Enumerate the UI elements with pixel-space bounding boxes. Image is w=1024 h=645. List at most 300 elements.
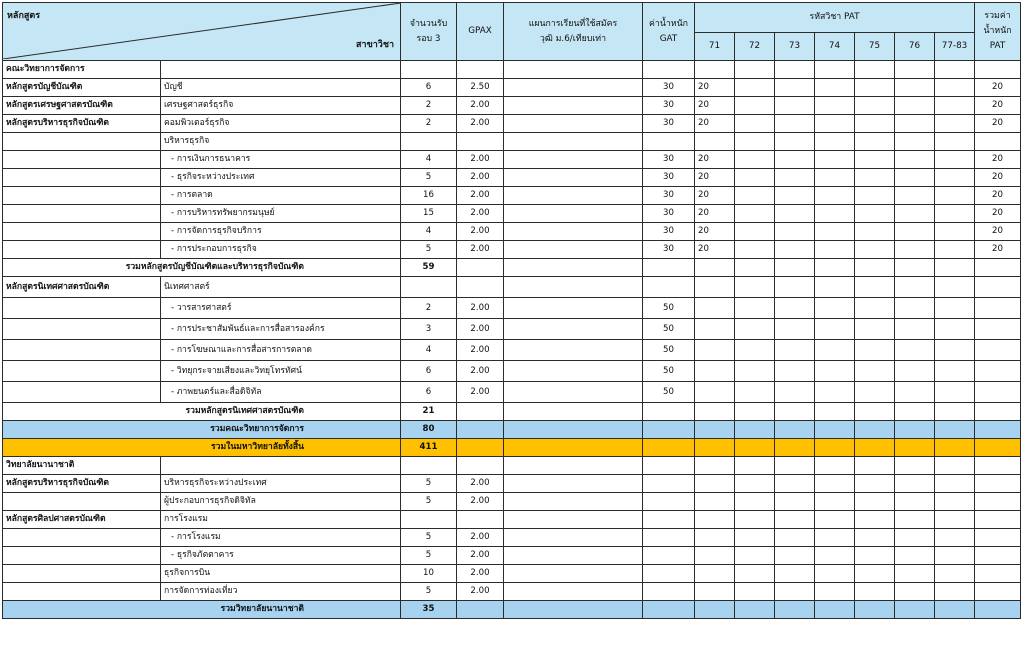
header-program: หลักสูตร bbox=[7, 11, 41, 21]
table-row bbox=[3, 439, 1021, 457]
table-row bbox=[3, 277, 1021, 298]
empty-cell bbox=[504, 601, 643, 619]
pat-cell bbox=[935, 79, 975, 97]
pat-cell bbox=[935, 241, 975, 259]
major-cell: ธุรกิจการบิน bbox=[161, 565, 401, 583]
empty-cell bbox=[504, 259, 643, 277]
pat-cell bbox=[815, 151, 855, 169]
major-cell: - วารสารศาสตร์ bbox=[161, 298, 401, 319]
pat-cell bbox=[855, 277, 895, 298]
plan-cell bbox=[504, 493, 643, 511]
table-row bbox=[3, 61, 1021, 79]
table-row bbox=[3, 79, 1021, 97]
pat-cell bbox=[775, 79, 815, 97]
empty-cell bbox=[895, 439, 935, 457]
major-cell: เศรษฐศาสตร์ธุรกิจ bbox=[161, 97, 401, 115]
total-quota-cell: 59 bbox=[401, 259, 457, 277]
empty-cell bbox=[695, 601, 735, 619]
header-plan-line1: แผนการเรียนที่ใช้สมัคร bbox=[528, 18, 618, 29]
total-label: รวมหลักสูตรบัญชีบัณฑิตและบริหารธุรกิจบัณฑิต bbox=[3, 259, 401, 277]
pat-cell bbox=[855, 511, 895, 529]
pat-cell bbox=[935, 205, 975, 223]
pat71-cell bbox=[695, 529, 735, 547]
program-cell: หลักสูตรนิเทศศาสตรบัณฑิต bbox=[3, 277, 161, 298]
pat71-cell bbox=[695, 361, 735, 382]
total-label: รวมในมหาวิทยาลัยทั้งสิ้น bbox=[3, 439, 401, 457]
gpax-cell: 2.00 bbox=[457, 205, 504, 223]
pat-cell bbox=[775, 169, 815, 187]
header-pat-code: 77-83 bbox=[935, 33, 975, 61]
pat-cell bbox=[735, 340, 775, 361]
diagonal-divider bbox=[3, 3, 401, 59]
pat-cell bbox=[895, 61, 935, 79]
pat-cell bbox=[855, 187, 895, 205]
pat-cell bbox=[815, 298, 855, 319]
pat-total-cell bbox=[975, 583, 1021, 601]
quota-cell: 6 bbox=[401, 382, 457, 403]
pat-total-cell: 20 bbox=[975, 205, 1021, 223]
pat-cell bbox=[815, 511, 855, 529]
program-cell bbox=[3, 565, 161, 583]
pat71-cell: 20 bbox=[695, 169, 735, 187]
pat-cell bbox=[935, 583, 975, 601]
empty-cell bbox=[504, 439, 643, 457]
major-cell bbox=[161, 61, 401, 79]
table-row bbox=[3, 601, 1021, 619]
pat-cell bbox=[855, 361, 895, 382]
gpax-cell: 2.00 bbox=[457, 223, 504, 241]
pat-cell bbox=[735, 241, 775, 259]
pat-total-cell: 20 bbox=[975, 187, 1021, 205]
header-pat-code: 75 bbox=[855, 33, 895, 61]
plan-cell bbox=[504, 529, 643, 547]
empty-cell bbox=[855, 421, 895, 439]
pat-cell bbox=[855, 547, 895, 565]
program-cell bbox=[3, 529, 161, 547]
gpax-cell: 2.00 bbox=[457, 529, 504, 547]
major-cell: บริหารธุรกิจระหว่างประเทศ bbox=[161, 475, 401, 493]
pat-cell bbox=[775, 340, 815, 361]
empty-cell bbox=[895, 421, 935, 439]
pat-cell bbox=[815, 169, 855, 187]
pat-cell bbox=[815, 475, 855, 493]
total-quota-cell: 35 bbox=[401, 601, 457, 619]
quota-cell: 10 bbox=[401, 565, 457, 583]
pat-cell bbox=[895, 511, 935, 529]
pat-cell bbox=[815, 319, 855, 340]
pat-total-cell: 20 bbox=[975, 97, 1021, 115]
pat-total-cell bbox=[975, 565, 1021, 583]
pat-cell bbox=[855, 151, 895, 169]
header-pat-total-line1: รวมค่า bbox=[984, 11, 1011, 21]
header-pat-code: 76 bbox=[895, 33, 935, 61]
pat-cell bbox=[855, 319, 895, 340]
quota-cell: 3 bbox=[401, 319, 457, 340]
empty-cell bbox=[695, 403, 735, 421]
empty-cell bbox=[815, 439, 855, 457]
gat-cell bbox=[643, 277, 695, 298]
gat-cell: 50 bbox=[643, 361, 695, 382]
pat-cell bbox=[815, 547, 855, 565]
pat-total-cell: 20 bbox=[975, 241, 1021, 259]
major-cell: - การจัดการธุรกิจบริการ bbox=[161, 223, 401, 241]
pat-cell bbox=[855, 79, 895, 97]
pat-cell bbox=[775, 277, 815, 298]
pat-cell bbox=[935, 169, 975, 187]
program-cell bbox=[3, 382, 161, 403]
pat-cell bbox=[895, 223, 935, 241]
plan-cell bbox=[504, 277, 643, 298]
pat-total-cell: 20 bbox=[975, 169, 1021, 187]
major-cell: ผู้ประกอบการธุรกิจดิจิทัล bbox=[161, 493, 401, 511]
quota-cell: 5 bbox=[401, 529, 457, 547]
gpax-cell bbox=[457, 133, 504, 151]
pat-total-cell bbox=[975, 361, 1021, 382]
pat-total-cell: 20 bbox=[975, 79, 1021, 97]
empty-cell bbox=[457, 421, 504, 439]
major-cell: - วิทยุกระจายเสียงและวิทยุโทรทัศน์ bbox=[161, 361, 401, 382]
table-row bbox=[3, 259, 1021, 277]
total-label: รวมหลักสูตรนิเทศศาสตรบัณฑิต bbox=[3, 403, 401, 421]
pat-cell bbox=[735, 187, 775, 205]
pat-cell bbox=[895, 205, 935, 223]
empty-cell bbox=[895, 601, 935, 619]
pat-cell bbox=[735, 565, 775, 583]
pat-cell bbox=[935, 223, 975, 241]
empty-cell bbox=[895, 259, 935, 277]
gpax-cell bbox=[457, 277, 504, 298]
plan-cell bbox=[504, 547, 643, 565]
pat-cell bbox=[735, 493, 775, 511]
plan-cell bbox=[504, 169, 643, 187]
pat-cell bbox=[895, 319, 935, 340]
quota-cell bbox=[401, 277, 457, 298]
pat71-cell bbox=[695, 475, 735, 493]
quota-cell: 6 bbox=[401, 361, 457, 382]
pat-cell bbox=[935, 382, 975, 403]
pat-cell bbox=[895, 361, 935, 382]
pat-cell bbox=[855, 223, 895, 241]
pat-cell bbox=[815, 340, 855, 361]
pat-cell bbox=[895, 97, 935, 115]
pat-cell bbox=[895, 151, 935, 169]
program-cell bbox=[3, 493, 161, 511]
quota-cell: 5 bbox=[401, 547, 457, 565]
table-row bbox=[3, 511, 1021, 529]
empty-cell bbox=[775, 439, 815, 457]
pat71-cell bbox=[695, 61, 735, 79]
table-row bbox=[3, 421, 1021, 439]
program-cell: หลักสูตรศิลปศาสตรบัณฑิต bbox=[3, 511, 161, 529]
pat-cell bbox=[735, 298, 775, 319]
pat-cell bbox=[775, 457, 815, 475]
pat-cell bbox=[895, 79, 935, 97]
program-cell: วิทยาลัยนานาชาติ bbox=[3, 457, 161, 475]
plan-cell bbox=[504, 187, 643, 205]
pat-cell bbox=[815, 97, 855, 115]
pat-cell bbox=[735, 61, 775, 79]
table-row bbox=[3, 583, 1021, 601]
pat-cell bbox=[815, 79, 855, 97]
pat-cell bbox=[815, 133, 855, 151]
gat-cell bbox=[643, 133, 695, 151]
pat-cell bbox=[775, 493, 815, 511]
header-pat-code: 72 bbox=[735, 33, 775, 61]
pat-cell bbox=[895, 565, 935, 583]
header-quota bbox=[401, 3, 457, 61]
pat-cell bbox=[855, 529, 895, 547]
pat-cell bbox=[855, 61, 895, 79]
pat-total-cell bbox=[975, 457, 1021, 475]
pat71-cell: 20 bbox=[695, 97, 735, 115]
empty-cell bbox=[975, 439, 1021, 457]
pat-cell bbox=[815, 61, 855, 79]
gat-cell: 30 bbox=[643, 169, 695, 187]
quota-cell bbox=[401, 133, 457, 151]
table-row bbox=[3, 133, 1021, 151]
table-row bbox=[3, 205, 1021, 223]
plan-cell bbox=[504, 583, 643, 601]
program-cell: คณะวิทยาการจัดการ bbox=[3, 61, 161, 79]
pat-cell bbox=[815, 382, 855, 403]
gat-cell: 30 bbox=[643, 115, 695, 133]
gpax-cell: 2.00 bbox=[457, 340, 504, 361]
table-row bbox=[3, 457, 1021, 475]
empty-cell bbox=[975, 403, 1021, 421]
gat-cell: 30 bbox=[643, 151, 695, 169]
pat-cell bbox=[895, 382, 935, 403]
empty-cell bbox=[975, 259, 1021, 277]
pat-cell bbox=[735, 583, 775, 601]
pat-cell bbox=[855, 340, 895, 361]
major-cell: การจัดการท่องเที่ยว bbox=[161, 583, 401, 601]
empty-cell bbox=[457, 601, 504, 619]
pat71-cell bbox=[695, 511, 735, 529]
table-row bbox=[3, 115, 1021, 133]
pat-cell bbox=[775, 298, 815, 319]
pat-cell bbox=[735, 205, 775, 223]
pat-cell bbox=[815, 529, 855, 547]
empty-cell bbox=[975, 421, 1021, 439]
major-cell bbox=[161, 457, 401, 475]
plan-cell bbox=[504, 151, 643, 169]
plan-cell bbox=[504, 457, 643, 475]
plan-cell bbox=[504, 61, 643, 79]
pat-total-cell: 20 bbox=[975, 223, 1021, 241]
pat-cell bbox=[855, 241, 895, 259]
header-program-major bbox=[3, 3, 401, 61]
empty-cell bbox=[815, 421, 855, 439]
quota-cell: 16 bbox=[401, 187, 457, 205]
pat-cell bbox=[935, 340, 975, 361]
pat-cell bbox=[775, 361, 815, 382]
pat-cell bbox=[935, 475, 975, 493]
gat-cell: 50 bbox=[643, 340, 695, 361]
program-cell bbox=[3, 298, 161, 319]
table-row bbox=[3, 403, 1021, 421]
program-cell bbox=[3, 340, 161, 361]
gpax-cell bbox=[457, 511, 504, 529]
pat-cell bbox=[935, 187, 975, 205]
pat-cell bbox=[775, 241, 815, 259]
pat-cell bbox=[815, 565, 855, 583]
pat-cell bbox=[815, 457, 855, 475]
pat-cell bbox=[815, 205, 855, 223]
empty-cell bbox=[643, 259, 695, 277]
gat-cell bbox=[643, 61, 695, 79]
gat-cell: 50 bbox=[643, 298, 695, 319]
plan-cell bbox=[504, 115, 643, 133]
pat-cell bbox=[895, 457, 935, 475]
pat-cell bbox=[775, 61, 815, 79]
gpax-cell: 2.00 bbox=[457, 493, 504, 511]
pat-cell bbox=[735, 382, 775, 403]
plan-cell bbox=[504, 241, 643, 259]
header-pat-code: 71 bbox=[695, 33, 735, 61]
plan-cell bbox=[504, 298, 643, 319]
pat-cell bbox=[895, 547, 935, 565]
quota-cell: 2 bbox=[401, 97, 457, 115]
empty-cell bbox=[855, 259, 895, 277]
header-gat-line1: ค่าน้ำหนัก bbox=[649, 18, 688, 29]
pat71-cell: 20 bbox=[695, 223, 735, 241]
empty-cell bbox=[643, 439, 695, 457]
pat71-cell: 20 bbox=[695, 151, 735, 169]
empty-cell bbox=[815, 259, 855, 277]
quota-cell: 15 bbox=[401, 205, 457, 223]
table-row bbox=[3, 529, 1021, 547]
pat-cell bbox=[815, 115, 855, 133]
plan-cell bbox=[504, 475, 643, 493]
pat-cell bbox=[855, 205, 895, 223]
pat71-cell bbox=[695, 547, 735, 565]
empty-cell bbox=[735, 421, 775, 439]
pat71-cell bbox=[695, 457, 735, 475]
gpax-cell: 2.00 bbox=[457, 187, 504, 205]
gpax-cell: 2.00 bbox=[457, 382, 504, 403]
quota-cell bbox=[401, 61, 457, 79]
table-row bbox=[3, 475, 1021, 493]
pat-cell bbox=[895, 529, 935, 547]
pat-cell bbox=[935, 277, 975, 298]
major-cell: - การเงินการธนาคาร bbox=[161, 151, 401, 169]
table-row bbox=[3, 241, 1021, 259]
empty-cell bbox=[735, 259, 775, 277]
header-pat-total-line3: PAT bbox=[989, 41, 1006, 51]
empty-cell bbox=[695, 421, 735, 439]
pat-cell bbox=[935, 151, 975, 169]
header-major: สาขาวิชา bbox=[356, 40, 394, 50]
gat-cell: 50 bbox=[643, 382, 695, 403]
gpax-cell: 2.00 bbox=[457, 475, 504, 493]
program-cell bbox=[3, 151, 161, 169]
pat-total-cell bbox=[975, 61, 1021, 79]
pat-cell bbox=[735, 511, 775, 529]
plan-cell bbox=[504, 340, 643, 361]
pat-cell bbox=[775, 583, 815, 601]
pat-cell bbox=[855, 133, 895, 151]
pat-total-cell bbox=[975, 493, 1021, 511]
empty-cell bbox=[735, 439, 775, 457]
pat-cell bbox=[775, 97, 815, 115]
gat-cell: 30 bbox=[643, 205, 695, 223]
table-row bbox=[3, 319, 1021, 340]
table-row bbox=[3, 340, 1021, 361]
gat-cell: 30 bbox=[643, 187, 695, 205]
pat-cell bbox=[735, 169, 775, 187]
total-quota-cell: 21 bbox=[401, 403, 457, 421]
quota-cell: 5 bbox=[401, 493, 457, 511]
pat-cell bbox=[855, 97, 895, 115]
empty-cell bbox=[457, 403, 504, 421]
pat71-cell bbox=[695, 340, 735, 361]
header-pat-total bbox=[975, 3, 1021, 61]
empty-cell bbox=[975, 601, 1021, 619]
header-pat-total-line2: น้ำหนัก bbox=[983, 26, 1012, 36]
quota-cell: 5 bbox=[401, 583, 457, 601]
program-cell bbox=[3, 547, 161, 565]
table-row bbox=[3, 382, 1021, 403]
pat-cell bbox=[775, 205, 815, 223]
program-cell bbox=[3, 319, 161, 340]
pat-cell bbox=[735, 151, 775, 169]
empty-cell bbox=[695, 259, 735, 277]
table-row bbox=[3, 151, 1021, 169]
major-cell: - การบริหารทรัพยากรมนุษย์ bbox=[161, 205, 401, 223]
pat-cell bbox=[735, 97, 775, 115]
table-row bbox=[3, 223, 1021, 241]
pat71-cell bbox=[695, 583, 735, 601]
header-quota-line1: จำนวนรับ bbox=[409, 18, 448, 29]
program-cell bbox=[3, 187, 161, 205]
pat-cell bbox=[775, 382, 815, 403]
plan-cell bbox=[504, 382, 643, 403]
table-row bbox=[3, 547, 1021, 565]
pat-cell bbox=[895, 241, 935, 259]
header-gat-line2: GAT bbox=[659, 33, 678, 44]
plan-cell bbox=[504, 205, 643, 223]
pat-cell bbox=[735, 79, 775, 97]
pat71-cell bbox=[695, 298, 735, 319]
pat-cell bbox=[735, 529, 775, 547]
pat-cell bbox=[775, 151, 815, 169]
empty-cell bbox=[855, 601, 895, 619]
program-cell: หลักสูตรเศรษฐศาสตรบัณฑิต bbox=[3, 97, 161, 115]
pat-cell bbox=[815, 493, 855, 511]
pat-cell bbox=[935, 565, 975, 583]
pat-cell bbox=[775, 115, 815, 133]
table-header bbox=[3, 3, 1021, 61]
pat-total-cell bbox=[975, 529, 1021, 547]
pat71-cell bbox=[695, 133, 735, 151]
pat-cell bbox=[815, 583, 855, 601]
pat-total-cell bbox=[975, 133, 1021, 151]
gat-cell: 30 bbox=[643, 223, 695, 241]
pat-cell bbox=[895, 493, 935, 511]
pat-cell bbox=[855, 493, 895, 511]
pat-cell bbox=[735, 223, 775, 241]
plan-cell bbox=[504, 133, 643, 151]
pat-cell bbox=[935, 97, 975, 115]
header-quota-line2: รอบ 3 bbox=[416, 33, 441, 44]
pat-total-cell: 20 bbox=[975, 151, 1021, 169]
empty-cell bbox=[895, 403, 935, 421]
pat-total-cell: 20 bbox=[975, 115, 1021, 133]
gat-cell bbox=[643, 547, 695, 565]
header-pat-code: 74 bbox=[815, 33, 855, 61]
pat-cell bbox=[895, 115, 935, 133]
admission-table bbox=[2, 2, 1021, 619]
